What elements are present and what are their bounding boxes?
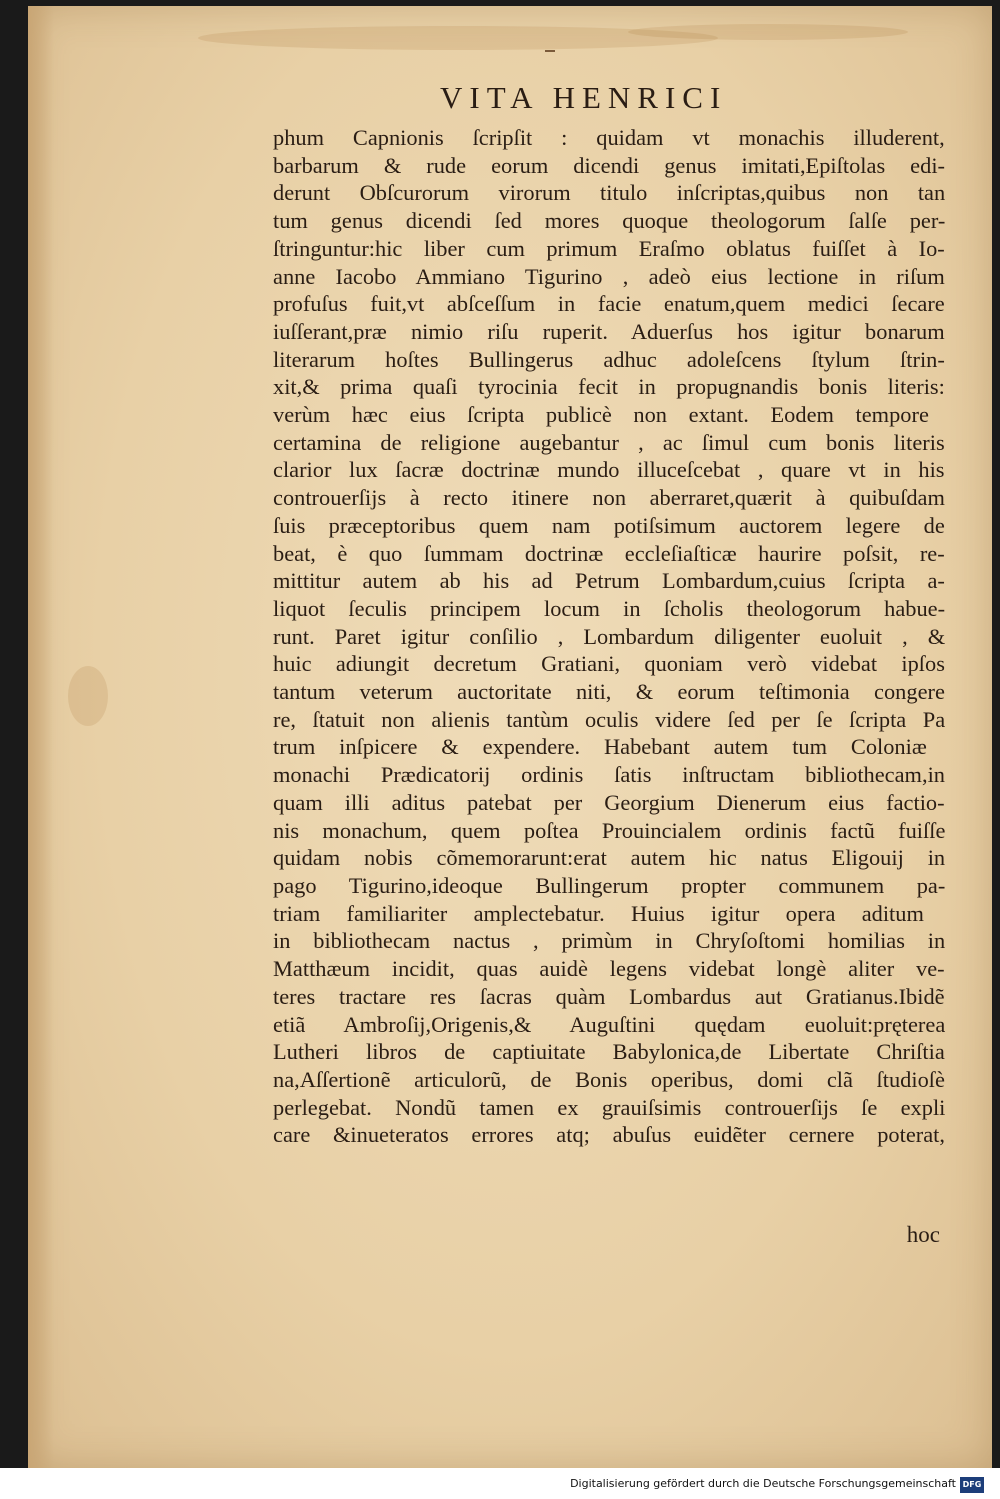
text-line: mittitur autem ab his ad Petrum Lombardum,cuius ſcripta a- <box>273 568 945 594</box>
text-line: re, ſtatuit non alienis tantùm oculis videre ſed per ſe ſcripta Pa <box>273 706 946 732</box>
text-line: huic adiungit decretum Gratiani, quoniam verò videbat ipſos <box>273 651 945 677</box>
text-line: Matthæum incidit, quas auidè legens videbat longè aliter ve- <box>273 956 945 982</box>
running-head: VITA HENRICI <box>440 80 728 115</box>
text-line: controuerſijs à recto itinere non aberraret,quærit à quibuſdam <box>273 485 945 511</box>
text-line: ſtringuntur:hic liber cum primum Eraſmo oblatus fuiſſet à Io- <box>273 235 945 261</box>
page-gutter-shadow <box>28 6 54 1468</box>
text-line: verùm hæc eius ſcripta publicè non extant. Eodem tempore <box>273 402 929 428</box>
text-line: quidam nobis cõmemorarunt:erat autem hic natus Eligouij in <box>273 845 946 871</box>
text-line: beat, è quo ſummam doctrinæ eccleſiaſticæ haurire poſsit, re- <box>273 540 945 566</box>
text-line: pago Tigurino,ideoque Bullingerum propter communem pa- <box>273 872 946 898</box>
text-line: triam familiariter amplectebatur. Huius igitur opera aditum <box>273 900 924 926</box>
paper-stain <box>628 24 908 40</box>
text-line: tum genus dicendi ſed mores quoque theologorum ſalſe per- <box>273 208 946 234</box>
text-line: iuſſerant,præ nimio riſu ruperit. Aduerſus hos igitur bonarum <box>273 318 945 344</box>
text-line: derunt Obſcurorum virorum titulo inſcriptas,quibus non tan <box>273 180 946 206</box>
text-line: xit,& prima quaſi tyrocinia fecit in propugnandis bonis literis: <box>273 374 945 400</box>
text-line: nis monachum, quem poſtea Prouincialem ordinis factũ fuiſſe <box>273 817 946 843</box>
text-line: Lutheri libros de captiuitate Babylonica,de Libertate Chriſtia <box>273 1039 945 1065</box>
funding-credit: Digitalisierung gefördert durch die Deutsche Forschungsgemeinschaft <box>570 1477 956 1490</box>
text-line: clarior lux ſacræ doctrinæ mundo illuceſcebat , quare vt in his <box>273 457 945 483</box>
text-line: etiã Ambroſij,Origenis,& Auguſtini quędam euoluit:pręterea <box>273 1011 946 1037</box>
text-line: ſuis præceptoribus quem nam potiſsimum auctorem legere de <box>273 512 945 538</box>
text-line: barbarum & rude eorum dicendi genus imitati,Epiſtolas edi- <box>273 152 945 178</box>
text-line: phum Capnionis ſcripſit : quidam vt monachis illuderent, <box>273 125 945 150</box>
text-line: trum inſpicere & expendere. Habebant autem tum Coloniæ <box>273 734 927 760</box>
text-line: runt. Paret igitur conſilio , Lombardum diligenter euoluit , & <box>273 623 946 649</box>
text-line: perlegebat. Nondũ tamen ex grauiſsimis controuerſijs ſe expli <box>273 1094 946 1120</box>
text-line: literarum hoſtes Bullingerus adhuc adoleſcens ſtylum ſtrin- <box>273 346 945 372</box>
text-line: care &inueteratos errores atq; abuſus euidẽter cernere poterat, <box>273 1122 945 1148</box>
text-line: profuſus fuit,vt abſceſſum in facie enatum,quem medici ſecare <box>273 291 945 317</box>
paper-stain <box>68 666 108 726</box>
page-body-text <box>273 124 945 1149</box>
text-line: monachi Prædicatorij ordinis ſatis inſtructam bibliothecam,in <box>273 762 945 788</box>
catchword: hoc <box>906 1222 940 1247</box>
footer-bar <box>0 1468 1000 1499</box>
text-line: teres tractare res ſacras quàm Lombardus aut Gratianus.Ibidẽ <box>273 983 945 1009</box>
text-line: quam illi aditus patebat per Georgium Dienerum eius factio- <box>273 789 945 815</box>
text-line: liquot ſeculis principem locum in ſcholis theologorum habue- <box>273 595 946 621</box>
ornament-mark <box>545 50 555 52</box>
text-line: anne Iacobo Ammiano Tigurino , adeò eius lectione in riſum <box>273 263 945 289</box>
text-line: na,Aſſertionẽ articulorũ, de Bonis operibus, domi clã ſtudioſè <box>273 1066 945 1092</box>
text-line: certamina de religione augebantur , ac ſimul cum bonis literis <box>273 429 945 455</box>
text-line: tantum veterum auctoritate niti, & eorum teſtimonia congere <box>273 679 945 705</box>
dfg-logo-icon: DFG <box>960 1477 984 1493</box>
text-line: in bibliothecam nactus , primùm in Chryſoſtomi homilias in <box>273 928 946 954</box>
